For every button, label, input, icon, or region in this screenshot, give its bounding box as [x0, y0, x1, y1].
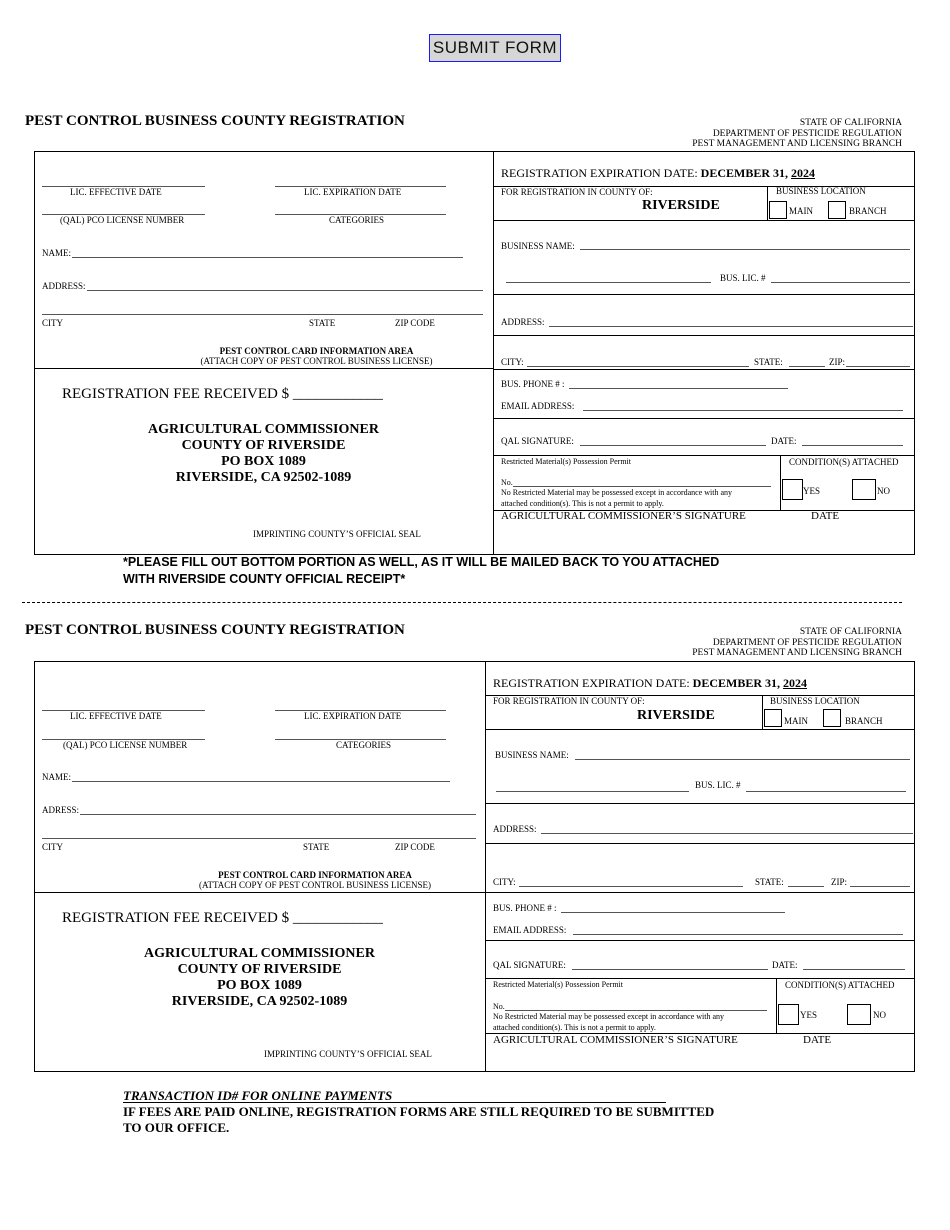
- agency-branch: PEST MANAGEMENT AND LICENSING BRANCH: [692, 139, 902, 149]
- pco-license-label-2: (QAL) PCO LICENSE NUMBER: [63, 740, 188, 750]
- bus-lic-label: BUS. LIC. #: [720, 273, 766, 283]
- commissioner-line-2: COUNTY OF RIVERSIDE: [181, 438, 346, 453]
- agency-state: STATE OF CALIFORNIA: [799, 118, 902, 128]
- name-input[interactable]: [72, 257, 463, 258]
- qal-date-label-2: DATE:: [772, 960, 798, 970]
- right-zip-input[interactable]: [846, 366, 910, 367]
- business-name-label-2: BUSINESS NAME:: [495, 750, 569, 760]
- address-line2-input[interactable]: [42, 314, 483, 315]
- card-area-subtitle: (ATTACH COPY OF PEST CONTROL BUSINESS LICENSE): [200, 356, 433, 366]
- lic-expiration-date-label: LIC. EXPIRATION DATE: [304, 187, 402, 197]
- no-label: NO: [877, 486, 890, 496]
- address-label-2: ADRESS:: [42, 805, 80, 815]
- county-value-2: RIVERSIDE: [637, 708, 715, 723]
- card-area-subtitle-2: (ATTACH COPY OF PEST CONTROL BUSINESS LICENSE): [199, 880, 431, 890]
- categories-label-2: CATEGORIES: [336, 740, 392, 750]
- branch-checkbox[interactable]: [828, 201, 846, 219]
- form-title: PEST CONTROL BUSINESS COUNTY REGISTRATION: [25, 113, 405, 129]
- right-address-input[interactable]: [549, 326, 913, 327]
- business-name-line2-input-2[interactable]: [496, 791, 689, 792]
- rm-note-line-2: attached condition(s). This is not a permit to apply.: [501, 499, 664, 508]
- yes-label: YES: [803, 486, 821, 496]
- transaction-id-label: TRANSACTION ID# FOR ONLINE PAYMENTS: [123, 1088, 393, 1103]
- bus-phone-input-2[interactable]: [561, 912, 785, 913]
- rm-note-line-1: No Restricted Material may be possessed except in accordance with any: [501, 488, 733, 497]
- no-label-2: NO: [873, 1010, 886, 1020]
- email-label: EMAIL ADDRESS:: [501, 401, 575, 411]
- bus-lic-input[interactable]: [771, 282, 910, 283]
- right-address-label-2: ADDRESS:: [493, 824, 537, 834]
- qal-signature-input-2[interactable]: [572, 969, 768, 970]
- lic-effective-date-label-2: LIC. EFFECTIVE DATE: [70, 711, 162, 721]
- rm-note-line-1-2: No Restricted Material may be possessed except in accordance with any: [493, 1012, 725, 1021]
- permit-no-input-2[interactable]: [505, 1010, 767, 1011]
- address-line2-input-2[interactable]: [42, 838, 476, 839]
- business-location-label: BUSINESS LOCATION: [776, 186, 866, 196]
- ag-signature-label-2: AGRICULTURAL COMMISSIONER’S SIGNATURE: [493, 1034, 738, 1046]
- main-label-2: MAIN: [784, 716, 808, 726]
- card-area-title: PEST CONTROL CARD INFORMATION AREA: [219, 346, 414, 356]
- categories-label: CATEGORIES: [329, 215, 385, 225]
- branch-label-2: BRANCH: [845, 716, 883, 726]
- city-label: CITY: [42, 318, 63, 328]
- business-location-label-2: BUSINESS LOCATION: [770, 696, 860, 706]
- submit-form-button[interactable]: SUBMIT FORM: [429, 34, 561, 62]
- address-input-2[interactable]: [80, 814, 476, 815]
- conditions-no-checkbox[interactable]: [852, 479, 876, 500]
- business-name-label: BUSINESS NAME:: [501, 241, 575, 251]
- right-zip-input-2[interactable]: [850, 886, 910, 887]
- agency-block-2: [692, 627, 902, 659]
- zip-code-label: ZIP CODE: [395, 318, 435, 328]
- right-address-input-2[interactable]: [541, 833, 913, 834]
- official-seal-label: IMPRINTING COUNTY’S OFFICIAL SEAL: [253, 529, 421, 539]
- bottom-note: [123, 1104, 714, 1136]
- commissioner-line-4-2: RIVERSIDE, CA 92502-1089: [171, 994, 348, 1009]
- transaction-id-input[interactable]: [123, 1102, 666, 1103]
- qal-signature-label: QAL SIGNATURE:: [501, 436, 574, 446]
- mid-note-line-2: WITH RIVERSIDE COUNTY OFFICIAL RECEIPT*: [123, 572, 406, 586]
- conditions-label: CONDITION(S) ATTACHED: [789, 457, 899, 467]
- commissioner-line-3-2: PO BOX 1089: [217, 978, 302, 993]
- conditions-no-checkbox-2[interactable]: [847, 1004, 871, 1025]
- permit-no-label: No.: [501, 478, 513, 487]
- lic-expiration-date-label-2: LIC. EXPIRATION DATE: [304, 711, 402, 721]
- ag-date-label: DATE: [811, 510, 840, 522]
- bottom-note-line-1: IF FEES ARE PAID ONLINE, REGISTRATION FORMS ARE STILL REQUIRED TO BE SUBMITTED: [123, 1104, 715, 1119]
- reg-exp-label-2: REGISTRATION EXPIRATION DATE:: [493, 676, 690, 690]
- mid-note: [123, 554, 719, 588]
- name-label: NAME:: [42, 248, 71, 258]
- fee-received: REGISTRATION FEE RECEIVED $ ____________: [62, 386, 383, 402]
- main-checkbox[interactable]: [769, 201, 787, 219]
- right-state-input-2[interactable]: [788, 886, 824, 887]
- commissioner-address: [34, 422, 493, 486]
- email-input[interactable]: [583, 410, 903, 411]
- conditions-yes-checkbox-2[interactable]: [778, 1004, 799, 1025]
- main-label: MAIN: [789, 206, 813, 216]
- ag-signature-label: AGRICULTURAL COMMISSIONER’S SIGNATURE: [501, 510, 746, 522]
- city-label-2: CITY: [42, 842, 63, 852]
- ag-date-label-2: DATE: [803, 1034, 832, 1046]
- fee-received-2: REGISTRATION FEE RECEIVED $ ____________: [62, 910, 383, 926]
- agency-state-2: STATE OF CALIFORNIA: [799, 627, 902, 637]
- permit-no-label-2: No.: [493, 1002, 505, 1011]
- branch-checkbox-2[interactable]: [823, 709, 841, 727]
- for-county-label: FOR REGISTRATION IN COUNTY OF:: [501, 187, 653, 197]
- reg-exp-label: REGISTRATION EXPIRATION DATE:: [501, 166, 698, 180]
- right-zip-label-2: ZIP:: [831, 877, 848, 887]
- commissioner-line-1-2: AGRICULTURAL COMMISSIONER: [144, 946, 375, 961]
- state-label: STATE: [309, 318, 336, 328]
- main-checkbox-2[interactable]: [764, 709, 782, 727]
- zip-code-label-2: ZIP CODE: [395, 842, 435, 852]
- name-input-2[interactable]: [72, 781, 450, 782]
- business-name-input-2[interactable]: [575, 759, 910, 760]
- lic-effective-date-label: LIC. EFFECTIVE DATE: [70, 187, 162, 197]
- form-title-2: PEST CONTROL BUSINESS COUNTY REGISTRATION: [25, 622, 405, 638]
- cut-line: [22, 602, 902, 603]
- conditions-label-2: CONDITION(S) ATTACHED: [785, 980, 895, 990]
- right-city-input[interactable]: [527, 366, 749, 367]
- reg-exp-year-2: 2024: [783, 676, 808, 690]
- qal-date-input[interactable]: [802, 445, 903, 446]
- address-label: ADDRESS:: [42, 281, 86, 291]
- permit-no-input[interactable]: [513, 486, 771, 487]
- qal-date-input-2[interactable]: [803, 969, 905, 970]
- right-city-input-2[interactable]: [519, 886, 743, 887]
- agency-branch-2: PEST MANAGEMENT AND LICENSING BRANCH: [692, 648, 902, 658]
- card-area-title-2: PEST CONTROL CARD INFORMATION AREA: [218, 870, 412, 880]
- business-name-input[interactable]: [580, 249, 910, 250]
- rmpp-label-2: Restricted Material(s) Possession Permit: [493, 980, 623, 989]
- address-input[interactable]: [87, 290, 483, 291]
- email-input-2[interactable]: [573, 934, 903, 935]
- agency-dept-2: DEPARTMENT OF PESTICIDE REGULATION: [712, 637, 902, 648]
- name-label-2: NAME:: [42, 772, 71, 782]
- commissioner-address-2: [34, 946, 485, 1010]
- right-state-label-2: STATE:: [755, 877, 784, 887]
- bus-phone-input[interactable]: [569, 388, 788, 389]
- county-value: RIVERSIDE: [642, 198, 720, 213]
- right-address-label: ADDRESS:: [501, 317, 545, 327]
- bus-phone-label-2: BUS. PHONE # :: [493, 903, 557, 913]
- yes-label-2: YES: [800, 1010, 818, 1020]
- qal-signature-input[interactable]: [580, 445, 766, 446]
- commissioner-line-4: RIVERSIDE, CA 92502-1089: [175, 470, 352, 485]
- bus-lic-input-2[interactable]: [746, 791, 906, 792]
- bottom-note-line-2: TO OUR OFFICE.: [123, 1120, 230, 1135]
- bus-lic-label-2: BUS. LIC. #: [695, 780, 741, 790]
- reg-exp-date: DECEMBER 31,: [700, 166, 789, 180]
- mid-note-line-1: *PLEASE FILL OUT BOTTOM PORTION AS WELL, AS IT WILL BE MAILED BACK TO YOU ATTACHED: [123, 555, 720, 569]
- commissioner-line-2-2: COUNTY OF RIVERSIDE: [177, 962, 342, 977]
- bus-phone-label: BUS. PHONE # :: [501, 379, 565, 389]
- commissioner-line-3: PO BOX 1089: [221, 454, 306, 469]
- reg-expiration: [501, 166, 815, 181]
- right-city-label: CITY:: [501, 357, 524, 367]
- right-state-label: STATE:: [754, 357, 783, 367]
- reg-expiration-2: [493, 676, 807, 691]
- business-name-line2-input[interactable]: [506, 282, 711, 283]
- qal-signature-label-2: QAL SIGNATURE:: [493, 960, 566, 970]
- right-zip-label: ZIP:: [829, 357, 846, 367]
- qal-date-label: DATE:: [771, 436, 797, 446]
- official-seal-label-2: IMPRINTING COUNTY’S OFFICIAL SEAL: [264, 1049, 432, 1059]
- state-label-2: STATE: [303, 842, 330, 852]
- right-state-input[interactable]: [789, 366, 825, 367]
- branch-label: BRANCH: [849, 206, 887, 216]
- rmpp-label: Restricted Material(s) Possession Permit: [501, 457, 631, 466]
- agency-dept: DEPARTMENT OF PESTICIDE REGULATION: [712, 128, 902, 139]
- right-city-label-2: CITY:: [493, 877, 516, 887]
- rm-note-line-2-2: attached condition(s). This is not a permit to apply.: [493, 1023, 656, 1032]
- reg-exp-date-2: DECEMBER 31,: [692, 676, 781, 690]
- email-label-2: EMAIL ADDRESS:: [493, 925, 567, 935]
- for-county-label-2: FOR REGISTRATION IN COUNTY OF:: [493, 696, 645, 706]
- conditions-yes-checkbox[interactable]: [782, 479, 803, 500]
- pco-license-label: (QAL) PCO LICENSE NUMBER: [60, 215, 185, 225]
- reg-exp-year: 2024: [791, 166, 816, 180]
- commissioner-line-1: AGRICULTURAL COMMISSIONER: [148, 422, 379, 437]
- agency-block: [692, 118, 902, 150]
